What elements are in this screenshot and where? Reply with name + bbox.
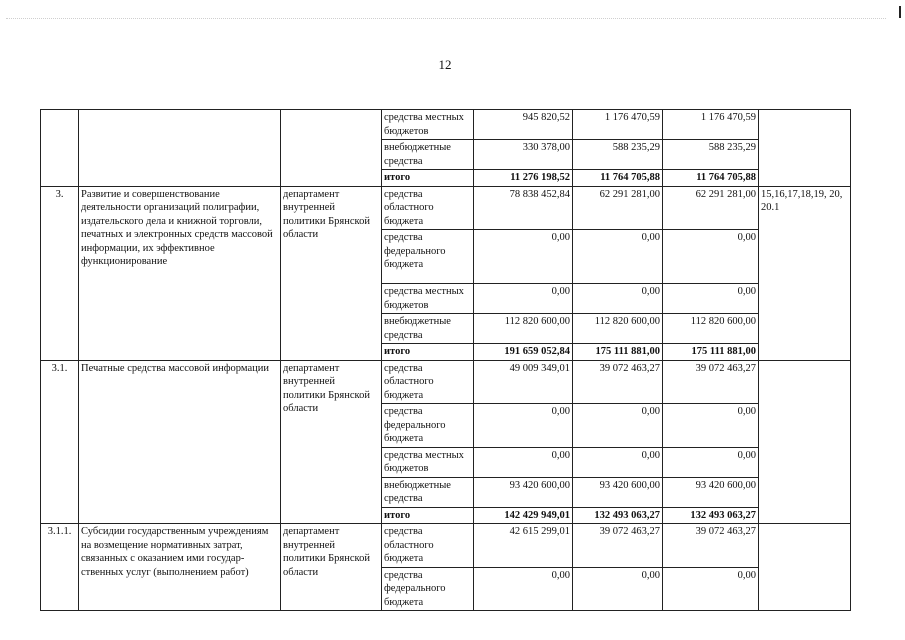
source-label: итого	[382, 507, 474, 524]
value-cell: 0,00	[474, 567, 573, 611]
row-resp-cell	[281, 284, 382, 361]
row-name-cell: Субсидии государственным учреждениям на возмещение нормативных затрат, связанных с оказанием ими государ- ственных услуг (выполнением работ)	[79, 524, 281, 611]
table-row	[41, 524, 851, 568]
source-label: средства областного бюджета	[382, 186, 474, 230]
source-label: средства местных бюджетов	[382, 284, 474, 314]
value-cell: 39 072 463,27	[663, 524, 759, 568]
value-cell: 0,00	[474, 284, 573, 314]
source-label: итого	[382, 344, 474, 361]
total-cell: 132 493 063,27	[663, 507, 759, 524]
value-cell: 62 291 281,00	[573, 186, 663, 230]
source-label: средства областного бюджета	[382, 360, 474, 404]
row-name-cell	[79, 447, 281, 524]
value-cell: 0,00	[474, 447, 573, 477]
source-label: средства местных бюджетов	[382, 110, 474, 140]
value-cell: 112 820 600,00	[474, 314, 573, 344]
source-label: средства областного бюджета	[382, 524, 474, 568]
page-number: 12	[438, 57, 452, 72]
row-resp-cell	[281, 447, 382, 524]
value-cell: 112 820 600,00	[663, 314, 759, 344]
value-cell: 588 235,29	[573, 140, 663, 170]
value-cell: 0,00	[573, 230, 663, 284]
source-label: внебюджетные средства	[382, 314, 474, 344]
row-num-cell	[41, 110, 79, 187]
value-cell: 93 420 600,00	[663, 477, 759, 507]
row-num-cell: 3.1.1.	[41, 524, 79, 611]
value-cell: 0,00	[474, 404, 573, 448]
value-cell: 0,00	[663, 567, 759, 611]
row-resp-cell: департамент внутренней политики Брянской области	[281, 524, 382, 611]
value-cell: 0,00	[663, 447, 759, 477]
value-cell: 0,00	[573, 447, 663, 477]
row-resp-cell	[281, 110, 382, 187]
value-cell: 0,00	[474, 230, 573, 284]
indicator-cell: 15,16,17,18,19, 20, 20.1	[759, 186, 851, 284]
value-cell: 39 072 463,27	[573, 524, 663, 568]
row-resp-cell: департамент внутренней политики Брянской области	[281, 186, 382, 284]
row-name-cell: Развитие и совершенствование деятельности организаций полиграфии, издательского дела и книжной торговли, печатных и электронных средств массовой информации, их эффективное функционирование	[79, 186, 281, 284]
value-cell: 112 820 600,00	[573, 314, 663, 344]
value-cell: 0,00	[573, 567, 663, 611]
total-cell: 175 111 881,00	[573, 344, 663, 361]
indicator-cell	[759, 360, 851, 447]
table-row	[41, 186, 851, 230]
indicator-cell	[759, 110, 851, 187]
value-cell: 1 176 470,59	[573, 110, 663, 140]
indicator-cell	[759, 284, 851, 361]
scan-noise-line	[6, 18, 886, 20]
table-row	[41, 447, 851, 477]
scan-mark	[899, 6, 901, 18]
total-cell: 191 659 052,84	[474, 344, 573, 361]
source-label: средства федерального бюджета	[382, 404, 474, 448]
row-num-cell	[41, 447, 79, 524]
value-cell: 39 072 463,27	[573, 360, 663, 404]
value-cell: 0,00	[663, 404, 759, 448]
table-row	[41, 110, 851, 140]
value-cell: 62 291 281,00	[663, 186, 759, 230]
row-num-cell: 3.	[41, 186, 79, 284]
source-label: итого	[382, 170, 474, 187]
row-name-cell	[79, 284, 281, 361]
row-num-cell: 3.1.	[41, 360, 79, 447]
source-label: средства федерального бюджета	[382, 567, 474, 611]
source-label: средства федерального бюджета	[382, 230, 474, 284]
value-cell: 0,00	[573, 284, 663, 314]
value-cell: 93 420 600,00	[474, 477, 573, 507]
value-cell: 49 009 349,01	[474, 360, 573, 404]
row-num-cell	[41, 284, 79, 361]
value-cell: 78 838 452,84	[474, 186, 573, 230]
source-label: средства местных бюджетов	[382, 447, 474, 477]
value-cell: 93 420 600,00	[573, 477, 663, 507]
total-cell: 142 429 949,01	[474, 507, 573, 524]
value-cell: 330 378,00	[474, 140, 573, 170]
total-cell: 175 111 881,00	[663, 344, 759, 361]
value-cell: 588 235,29	[663, 140, 759, 170]
source-label: внебюджетные средства	[382, 140, 474, 170]
total-cell: 132 493 063,27	[573, 507, 663, 524]
value-cell: 42 615 299,01	[474, 524, 573, 568]
value-cell: 945 820,52	[474, 110, 573, 140]
row-name-cell: Печатные средства массовой информации	[79, 360, 281, 447]
value-cell: 0,00	[663, 284, 759, 314]
table-row	[41, 284, 851, 314]
source-label: внебюджетные средства	[382, 477, 474, 507]
budget-table	[40, 109, 851, 611]
table-row	[41, 360, 851, 404]
total-cell: 11 276 198,52	[474, 170, 573, 187]
row-name-cell	[79, 110, 281, 187]
indicator-cell	[759, 524, 851, 611]
value-cell: 0,00	[573, 404, 663, 448]
value-cell: 1 176 470,59	[663, 110, 759, 140]
total-cell: 11 764 705,88	[663, 170, 759, 187]
value-cell: 39 072 463,27	[663, 360, 759, 404]
indicator-cell	[759, 447, 851, 524]
total-cell: 11 764 705,88	[573, 170, 663, 187]
row-resp-cell: департамент внутренней политики Брянской области	[281, 360, 382, 447]
value-cell: 0,00	[663, 230, 759, 284]
